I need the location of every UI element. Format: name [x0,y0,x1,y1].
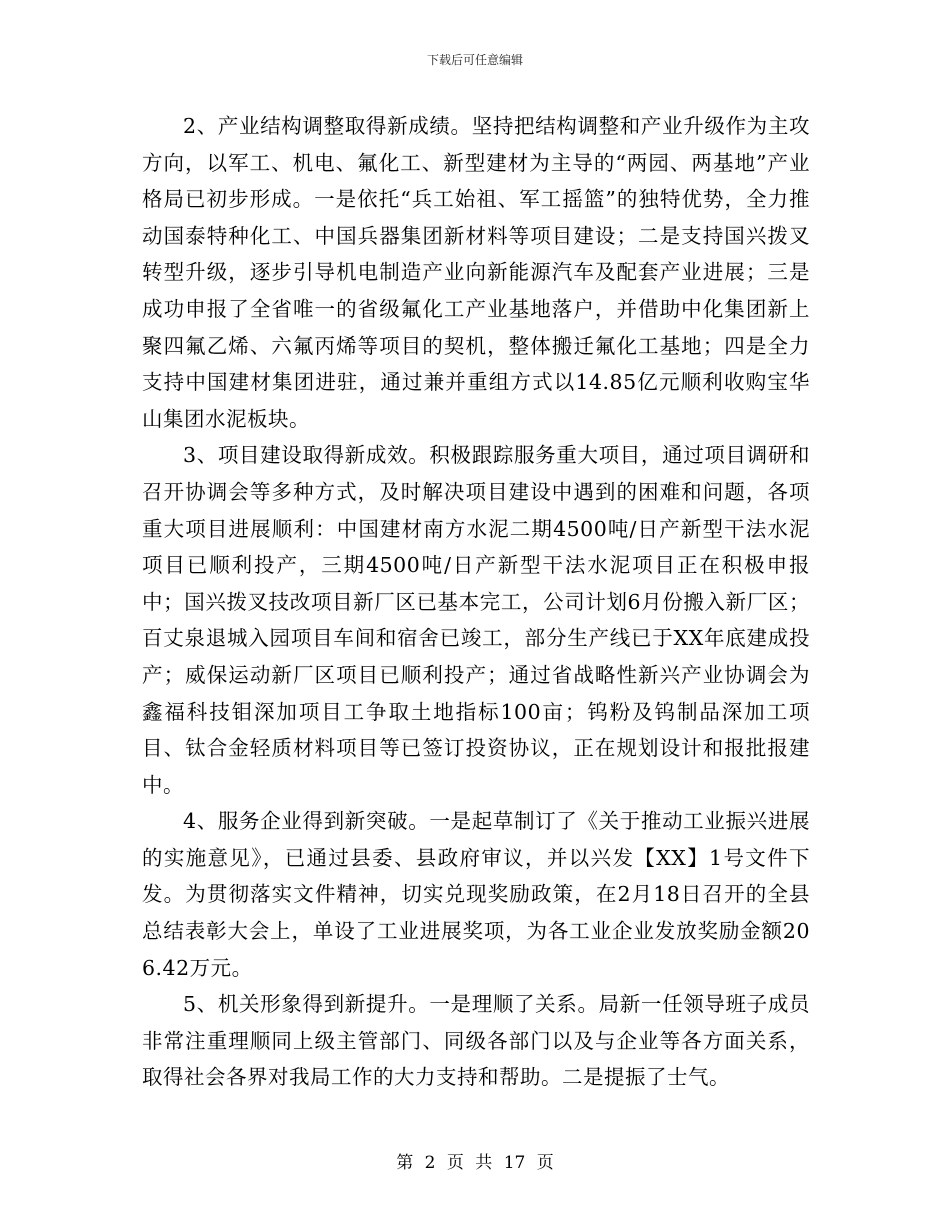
paragraph-project-construction: 3、项目建设取得新成效。积极跟踪服务重大项目，通过项目调研和召开协调会等多种方式，及时解决项目建设中遇到的困难和问题，各项重大项目进展顺利：中国建材南方水泥二期4500吨/日产新型干法水泥项目已顺利投产，三期4500吨/日产新型干法水泥项目正在积极申报中；国兴拨叉技改项目新厂区已基本完工，公司计划6月份搬入新厂区；百丈泉退城入园项目车间和宿舍已竣工，部分生产线已于XX年底建成投产；威保运动新厂区项目已顺利投产；通过省战略性新兴产业协调会为鑫福科技钼深加项目工争取土地指标100亩；钨粉及钨制品深加工项目、钛合金轻质材料项目等已签订投资协议，正在规划设计和报批报建中。 [142,443,810,797]
page-header: 下载后可任意编辑 [426,53,523,67]
paragraph-enterprise-service: 4、服务企业得到新突破。一是起草制订了《关于推动工业振兴进展的实施意见》，已通过县委、县政府审议，并以兴发【XX】1号文件下发。为贯彻落实文件精神，切实兑现奖励政策，在2月18日召开的全县总结表彰大会上，单设了工业进展奖项，为各工业企业发放奖励金额206.42万元。 [142,809,810,980]
page-number-footer: 第 2 页 共 17 页 [396,1153,554,1173]
paragraph-agency-image: 5、机关形象得到新提升。一是理顺了关系。局新一任领导班子成员非常注重理顺同上级主管部门、同级各部门以及与企业等各方面关系，取得社会各界对我局工作的大力支持和帮助。二是提振了士气。 [142,992,810,1090]
document-body [142,108,810,1096]
paragraph-industrial-structure: 2、产业结构调整取得新成绩。坚持把结构调整和产业升级作为主攻方向，以军工、机电、氟化工、新型建材为主导的“两园、两基地”产业格局已初步形成。一是依托“兵工始祖、军工摇篮”的独特优势，全力推动国泰特种化工、中国兵器集团新材料等项目建设；二是支持国兴拨叉转型升级，逐步引导机电制造产业向新能源汽车及配套产业进展；三是成功申报了全省唯一的省级氟化工产业基地落户，并借助中化集团新上聚四氟乙烯、六氟丙烯等项目的契机，整体搬迁氟化工基地；四是全力支持中国建材集团进驻，通过兼并重组方式以14.85亿元顺利收购宝华山集团水泥板块。 [142,114,810,431]
